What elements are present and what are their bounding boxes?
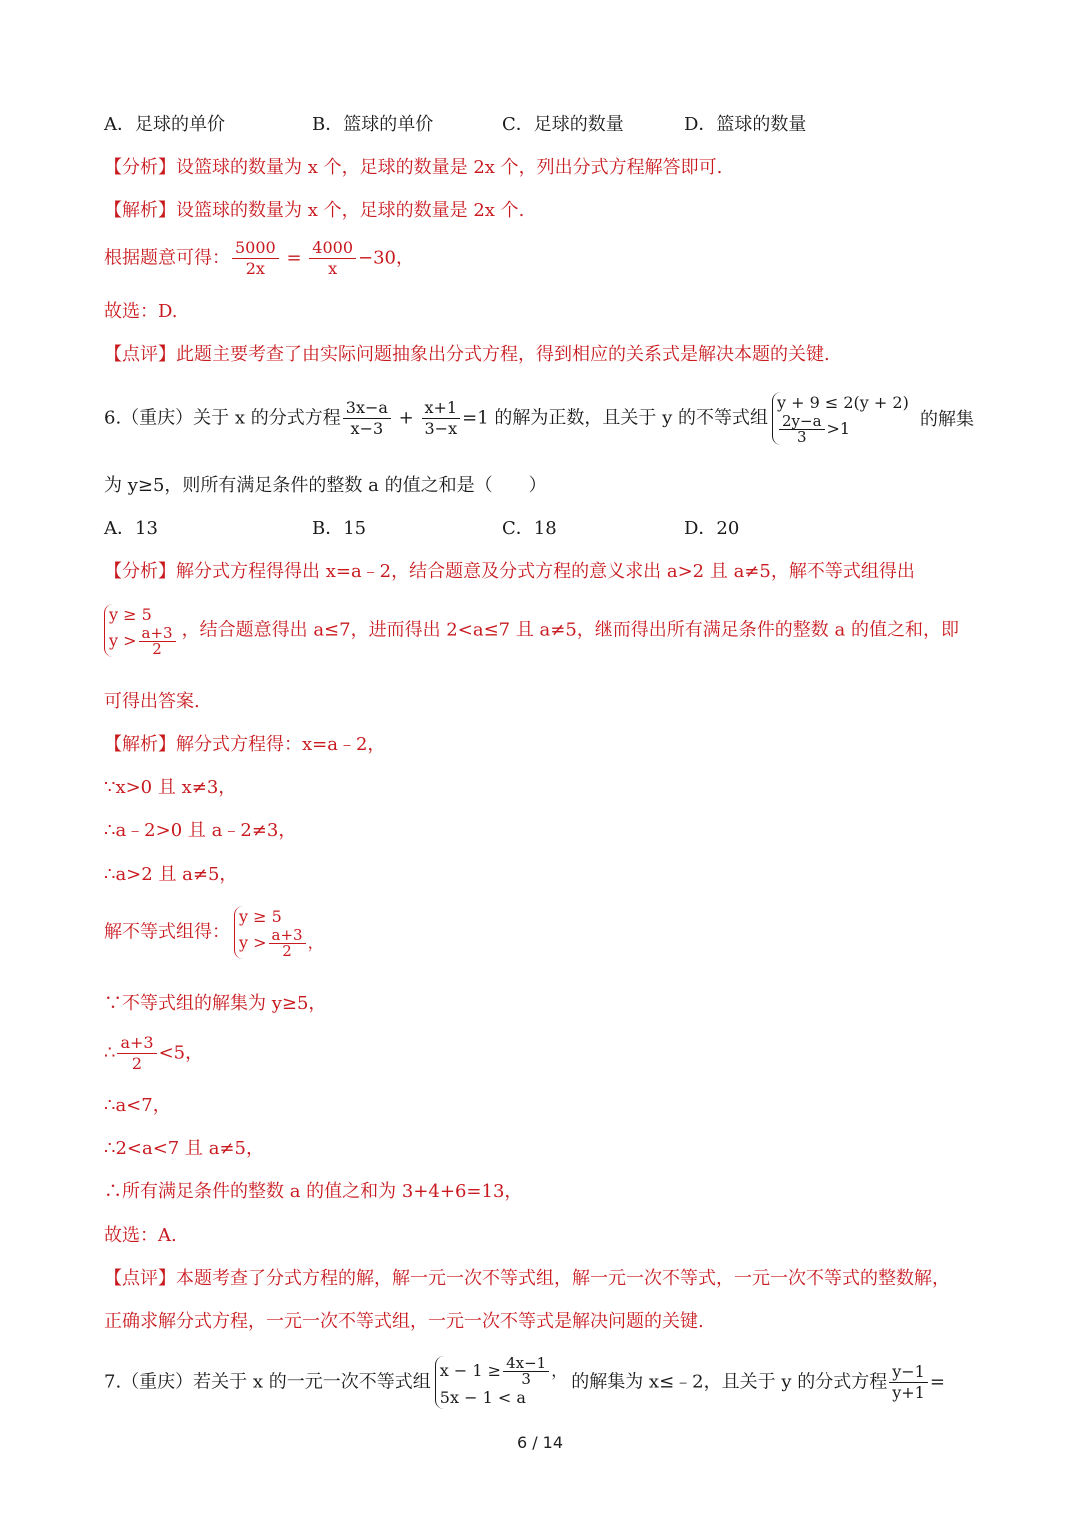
q6-stem [104, 392, 913, 445]
q6-option-a: A．13 [104, 518, 158, 539]
q6-choose: 故选：A. [104, 1225, 177, 1246]
q6-sol5-num: a+3 [269, 928, 306, 944]
q6-f1-den: x−3 [350, 419, 384, 438]
q6-analysis-1: 【分析】解分式方程得得出 x=a﹣2，结合题意及分式方程的意义求出 a>2 且 a≠5，解不等式组得出 [104, 561, 915, 582]
q6-sol-5 [104, 906, 328, 959]
q6-fraction-2 [422, 398, 461, 439]
q5-f1-den: 2x [245, 259, 265, 278]
q6-ana-sys-row2: y > $\frac{a+3}{2}$ [109, 626, 178, 657]
q6-inequality-system [772, 392, 909, 445]
q6-fraction-1 [343, 398, 391, 439]
q5-equation [104, 238, 414, 279]
q6-f1-num: 3x−a [343, 398, 391, 419]
q7-sys-row1: x − 1 ≥ $\frac{4x-1}{3}$ ， [439, 1354, 568, 1388]
q5-option-c: C．足球的数量 [502, 114, 624, 135]
q6-stem-prefix: 6.（重庆）关于 x 的分式方程 [104, 407, 341, 429]
q6-sol-6: ∵不等式组的解集为 y≥5， [104, 993, 327, 1014]
q6-sol-9: ∴2<a<7 且 a≠5， [104, 1138, 264, 1159]
q7-sys-num: 4x−1 [503, 1356, 549, 1372]
q7-f-num: y−1 [889, 1362, 928, 1383]
q6-sys-row1: y + 9 ≤ 2(y + 2) [776, 393, 909, 412]
q6-sys-row2-den: 3 [796, 428, 807, 446]
page-number: 6 / 14 [516, 1433, 564, 1452]
q7-fraction [889, 1362, 928, 1403]
q7-f-den: y+1 [892, 1383, 925, 1402]
q6-ana-num: a+3 [139, 626, 176, 642]
q5-option-d: D．篮球的数量 [684, 114, 807, 135]
q6-sys-row2-tail: >1 [826, 419, 851, 438]
q6-sol-8: ∴a<7， [104, 1095, 171, 1116]
q6-analysis-system [104, 604, 178, 657]
q5-eq-tail: −30， [358, 247, 414, 269]
q6-sol7-tail: <5， [158, 1042, 204, 1064]
q5-choose: 故选：D. [104, 301, 178, 322]
q5-fraction-2 [309, 238, 356, 279]
q5-analysis: 【分析】设篮球的数量为 x 个，足球的数量是 2x 个，列出分式方程解答即可. [104, 157, 723, 178]
q6-stem-end: 的解集 [920, 409, 974, 430]
q6-comment-1: 【点评】本题考查了分式方程的解，解一元一次不等式组，解一元一次不等式，一元一次不等式的整数解， [104, 1268, 950, 1289]
q7-stem-prefix: 7.（重庆）若关于 x 的一元一次不等式组 [104, 1371, 431, 1393]
q6-sol-4: ∴a>2 且 a≠5， [104, 864, 238, 885]
q6-f2-den: 3−x [424, 419, 458, 438]
q6-analysis-2-text: ，结合题意得出 a≤7，进而得出 2<a≤7 且 a≠5，继而得出所有满足条件的整数 a 的值之和，即 [181, 619, 959, 641]
q6-sys-row2 [777, 414, 909, 445]
q5-option-a: A．足球的单价 [104, 114, 225, 135]
q6-sol-2: ∵x>0 且 x≠3， [104, 777, 237, 798]
q5-f1-num: 5000 [232, 238, 279, 259]
q7-stem-mid: 的解集为 x≤﹣2，且关于 y 的分式方程 [571, 1371, 888, 1393]
q5-f2-den: x [328, 259, 338, 278]
q6-option-d: D．20 [684, 518, 740, 539]
q6-option-b: B．15 [312, 518, 367, 539]
q7-stem-end: = [929, 1371, 945, 1393]
q6-stem-line2: 为 y≥5，则所有满足条件的整数 a 的值之和是（ ） [104, 475, 547, 496]
q6-sol5-row2: y > $\frac{a+3}{2}$ ， [239, 926, 324, 960]
q6-ana-den: 2 [152, 640, 162, 658]
q7-inequality-system [435, 1356, 567, 1409]
q6-sol5-system [234, 906, 324, 959]
q6-sol7-fraction [117, 1033, 156, 1074]
q5-eq-sign: = [286, 247, 302, 269]
q6-sol5-den: 2 [282, 942, 292, 960]
q6-sol7-den: 2 [131, 1054, 143, 1073]
q6-analysis-3: 可得出答案. [104, 691, 200, 712]
q6-plus: + [398, 407, 414, 429]
q6-sol-7: ∴ $\frac{a+3}{2}$ <5， [104, 1033, 204, 1073]
q7-stem [104, 1356, 945, 1409]
q6-sol7-num: a+3 [117, 1033, 156, 1054]
q7-sys-den: 3 [521, 1370, 531, 1388]
q6-sys-row2-num: 2y−a [779, 414, 825, 430]
q6-f2-num: x+1 [422, 398, 461, 419]
q5-option-b: B．篮球的单价 [312, 114, 434, 135]
q6-analysis-2 [104, 604, 959, 657]
q5-f2-num: 4000 [309, 238, 356, 259]
q6-sol-1: 【解析】解分式方程得：x=a﹣2， [104, 734, 386, 755]
q6-stem-mid: =1 的解为正数，且关于 y 的不等式组 [462, 407, 768, 429]
q6-option-c: C．18 [502, 518, 557, 539]
q7-sys-row2: 5x − 1 < a [439, 1388, 526, 1407]
q5-fraction-1 [232, 238, 279, 279]
q5-eq-prefix: 根据题意可得： [104, 247, 230, 269]
q6-sol-10: ∴所有满足条件的整数 a 的值之和为 3+4+6=13， [104, 1181, 523, 1202]
q6-sol5-row1: y ≥ 5 [239, 907, 282, 926]
q5-solution: 【解析】设篮球的数量为 x 个，足球的数量是 2x 个. [104, 200, 525, 221]
q6-sol-3: ∴a﹣2>0 且 a﹣2≠3， [104, 820, 297, 841]
q6-comment-2: 正确求解分式方程，一元一次不等式组，一元一次不等式是解决问题的关键. [104, 1311, 704, 1332]
q5-comment: 【点评】此题主要考查了由实际问题抽象出分式方程，得到相应的关系式是解决本题的关键. [104, 344, 830, 365]
q6-ana-sys-row1: y ≥ 5 [109, 605, 152, 624]
q6-sol5-prefix: 解不等式组得： [104, 921, 230, 943]
